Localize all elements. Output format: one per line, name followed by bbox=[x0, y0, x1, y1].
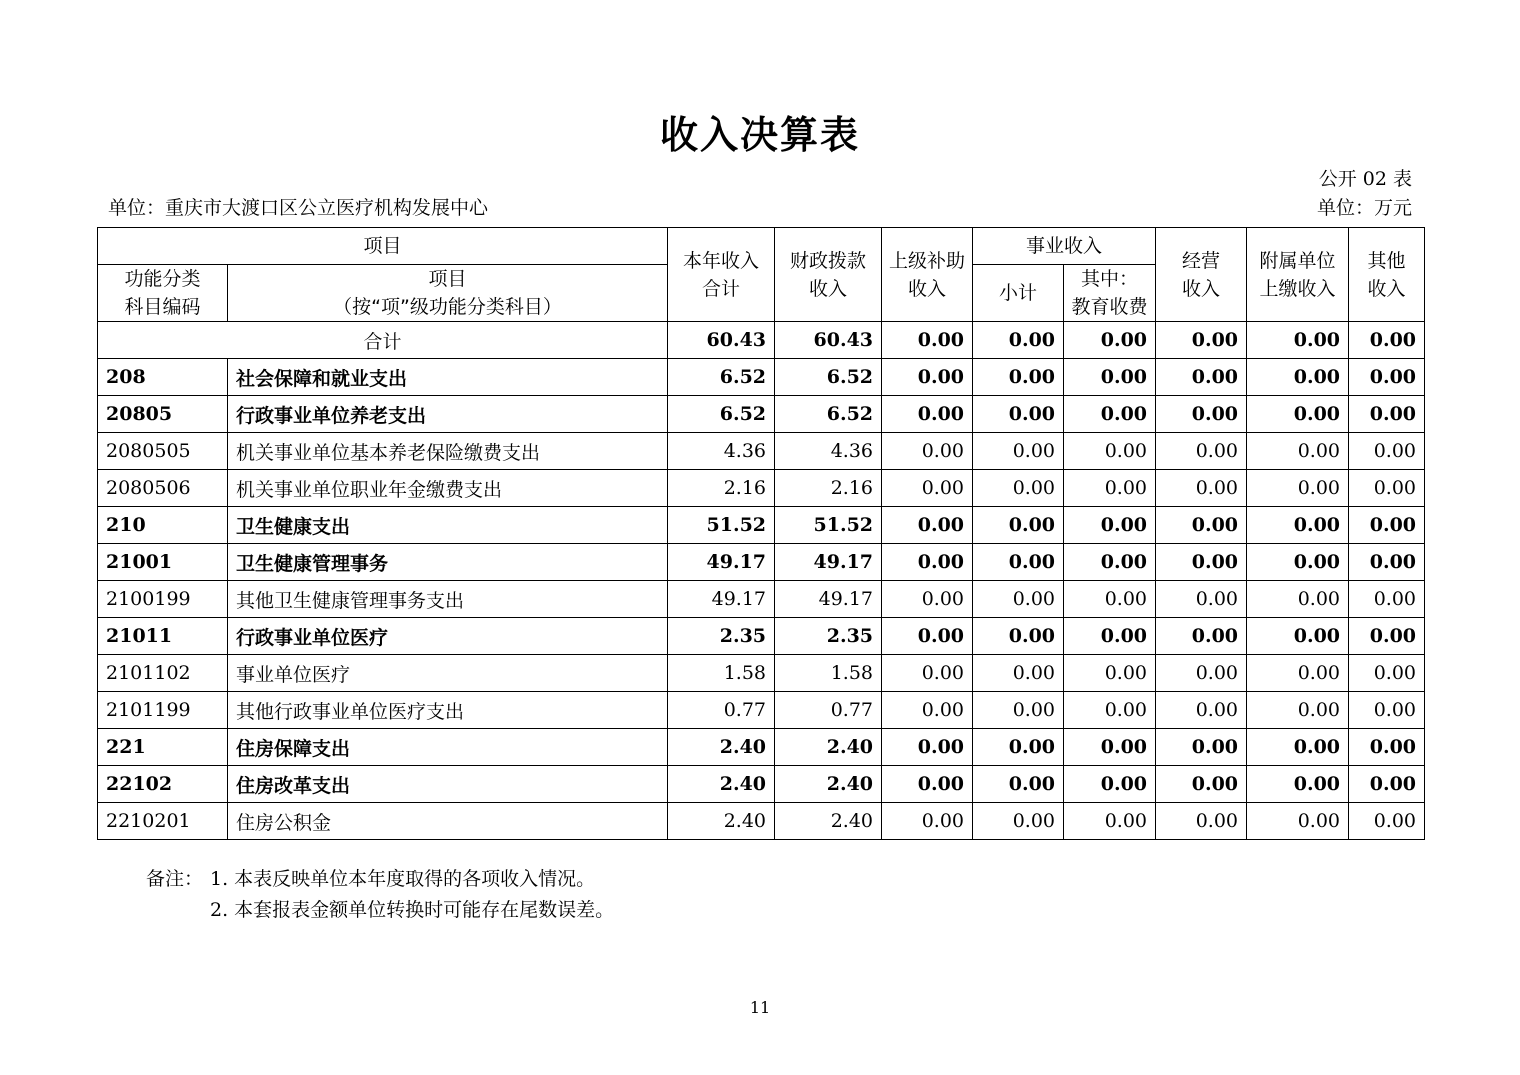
function-code-cell: 21001 bbox=[98, 544, 228, 581]
amount-cell: 0.00 bbox=[1156, 359, 1247, 396]
amount-cell: 0.00 bbox=[973, 507, 1064, 544]
table-row bbox=[98, 803, 1425, 840]
amount-cell: 0.00 bbox=[973, 729, 1064, 766]
amount-cell: 0.00 bbox=[882, 618, 973, 655]
amount-cell: 0.00 bbox=[1247, 396, 1349, 433]
amount-cell: 0.00 bbox=[1247, 618, 1349, 655]
page-title: 收入决算表 bbox=[659, 113, 860, 157]
amount-cell: 0.00 bbox=[1349, 359, 1425, 396]
table-row bbox=[98, 692, 1425, 729]
amount-cell: 0.00 bbox=[1349, 507, 1425, 544]
amount-cell: 0.00 bbox=[1349, 655, 1425, 692]
amount-cell: 0.00 bbox=[1064, 655, 1156, 692]
function-code-cell: 22102 bbox=[98, 766, 228, 803]
amount-cell: 6.52 bbox=[668, 359, 775, 396]
amount-cell: 2.40 bbox=[775, 766, 882, 803]
amount-cell: 0.00 bbox=[1156, 618, 1247, 655]
table-row bbox=[98, 359, 1425, 396]
amount-cell: 0.00 bbox=[1064, 544, 1156, 581]
item-name-cell: 卫生健康支出 bbox=[228, 507, 668, 544]
amount-cell: 0.77 bbox=[775, 692, 882, 729]
amount-cell: 0.00 bbox=[1247, 692, 1349, 729]
note-item: 2. 本套报表金额单位转换时可能存在尾数误差。 bbox=[210, 899, 615, 921]
amount-cell: 0.00 bbox=[973, 544, 1064, 581]
amount-cell: 0.00 bbox=[882, 581, 973, 618]
amount-cell: 0.00 bbox=[1064, 507, 1156, 544]
amount-cell: 0.00 bbox=[1349, 396, 1425, 433]
function-code-cell: 208 bbox=[98, 359, 228, 396]
item-name-cell: 住房公积金 bbox=[228, 803, 668, 840]
amount-cell: 2.40 bbox=[775, 803, 882, 840]
table-row bbox=[98, 507, 1425, 544]
amount-cell: 0.00 bbox=[1349, 729, 1425, 766]
amount-cell: 0.00 bbox=[1156, 655, 1247, 692]
amount-cell: 0.00 bbox=[973, 655, 1064, 692]
total-value: 0.00 bbox=[1247, 322, 1349, 359]
amount-cell: 49.17 bbox=[668, 544, 775, 581]
amount-cell: 0.00 bbox=[882, 803, 973, 840]
header-item: 项目 （按“项”级功能分类科目） bbox=[228, 265, 668, 322]
amount-cell: 0.00 bbox=[973, 803, 1064, 840]
amount-cell: 0.00 bbox=[1064, 359, 1156, 396]
form-number: 公开 02 表 bbox=[1318, 168, 1412, 190]
amount-cell: 0.00 bbox=[1064, 803, 1156, 840]
amount-cell: 0.00 bbox=[973, 581, 1064, 618]
amount-cell: 0.00 bbox=[882, 359, 973, 396]
function-code-cell: 221 bbox=[98, 729, 228, 766]
amount-cell: 0.00 bbox=[882, 692, 973, 729]
item-name-cell: 社会保障和就业支出 bbox=[228, 359, 668, 396]
total-row bbox=[98, 322, 1425, 359]
amount-cell: 4.36 bbox=[668, 433, 775, 470]
amount-cell: 49.17 bbox=[775, 581, 882, 618]
item-name-cell: 住房改革支出 bbox=[228, 766, 668, 803]
header-function-code: 功能分类 科目编码 bbox=[98, 265, 228, 322]
table-row bbox=[98, 766, 1425, 803]
amount-cell: 49.17 bbox=[775, 544, 882, 581]
amount-cell: 6.52 bbox=[775, 396, 882, 433]
amount-cell: 0.00 bbox=[973, 766, 1064, 803]
amount-cell: 0.00 bbox=[1349, 544, 1425, 581]
table-row bbox=[98, 618, 1425, 655]
amount-cell: 0.00 bbox=[1156, 803, 1247, 840]
total-value: 60.43 bbox=[775, 322, 882, 359]
function-code-cell: 2100199 bbox=[98, 581, 228, 618]
function-code-cell: 210 bbox=[98, 507, 228, 544]
amount-cell: 51.52 bbox=[668, 507, 775, 544]
amount-cell: 0.00 bbox=[1247, 507, 1349, 544]
amount-cell: 0.00 bbox=[973, 396, 1064, 433]
amount-cell: 0.00 bbox=[1247, 544, 1349, 581]
amount-cell: 0.00 bbox=[882, 470, 973, 507]
amount-cell: 0.00 bbox=[1247, 766, 1349, 803]
page-number: 11 bbox=[749, 998, 771, 1017]
amount-cell: 0.00 bbox=[1247, 581, 1349, 618]
amount-cell: 0.00 bbox=[882, 544, 973, 581]
header-total-income: 本年收入 合计 bbox=[668, 228, 775, 322]
amount-cell: 1.58 bbox=[668, 655, 775, 692]
header-business-income: 事业收入 bbox=[973, 228, 1156, 265]
amount-cell: 0.00 bbox=[1247, 359, 1349, 396]
amount-cell: 0.00 bbox=[1064, 729, 1156, 766]
amount-cell: 0.00 bbox=[973, 470, 1064, 507]
amount-cell: 0.77 bbox=[668, 692, 775, 729]
amount-cell: 4.36 bbox=[775, 433, 882, 470]
amount-cell: 6.52 bbox=[668, 396, 775, 433]
total-value: 0.00 bbox=[1349, 322, 1425, 359]
amount-cell: 0.00 bbox=[1349, 470, 1425, 507]
item-name-cell: 行政事业单位医疗 bbox=[228, 618, 668, 655]
amount-cell: 2.40 bbox=[775, 729, 882, 766]
total-value: 0.00 bbox=[973, 322, 1064, 359]
amount-cell: 0.00 bbox=[973, 618, 1064, 655]
amount-cell: 0.00 bbox=[1156, 692, 1247, 729]
amount-cell: 49.17 bbox=[668, 581, 775, 618]
amount-cell: 0.00 bbox=[1156, 544, 1247, 581]
amount-cell: 0.00 bbox=[882, 655, 973, 692]
amount-cell: 1.58 bbox=[775, 655, 882, 692]
amount-cell: 0.00 bbox=[1156, 470, 1247, 507]
header-affiliated-income: 附属单位 上缴收入 bbox=[1247, 228, 1349, 322]
amount-cell: 0.00 bbox=[882, 507, 973, 544]
amount-cell: 0.00 bbox=[1247, 470, 1349, 507]
header-project: 项目 bbox=[98, 228, 668, 265]
amount-cell: 0.00 bbox=[973, 433, 1064, 470]
total-value: 0.00 bbox=[1064, 322, 1156, 359]
header-superior-subsidy: 上级补助 收入 bbox=[882, 228, 973, 322]
amount-cell: 0.00 bbox=[1156, 396, 1247, 433]
amount-cell: 0.00 bbox=[1064, 581, 1156, 618]
table-row bbox=[98, 470, 1425, 507]
amount-cell: 0.00 bbox=[1064, 433, 1156, 470]
table-row bbox=[98, 544, 1425, 581]
amount-cell: 0.00 bbox=[1349, 618, 1425, 655]
amount-cell: 51.52 bbox=[775, 507, 882, 544]
amount-cell: 0.00 bbox=[1156, 433, 1247, 470]
amount-cell: 0.00 bbox=[973, 359, 1064, 396]
income-table bbox=[97, 227, 1425, 840]
amount-cell: 0.00 bbox=[1349, 581, 1425, 618]
item-name-cell: 行政事业单位养老支出 bbox=[228, 396, 668, 433]
amount-cell: 0.00 bbox=[1064, 470, 1156, 507]
amount-cell: 0.00 bbox=[882, 766, 973, 803]
amount-cell: 0.00 bbox=[973, 692, 1064, 729]
notes bbox=[146, 864, 614, 926]
amount-cell: 2.35 bbox=[668, 618, 775, 655]
item-name-cell: 其他行政事业单位医疗支出 bbox=[228, 692, 668, 729]
note-item: 1. 本表反映单位本年度取得的各项收入情况。 bbox=[210, 868, 596, 890]
amount-cell: 0.00 bbox=[882, 729, 973, 766]
header-operating-income: 经营 收入 bbox=[1156, 228, 1247, 322]
amount-cell: 0.00 bbox=[882, 396, 973, 433]
amount-cell: 2.16 bbox=[775, 470, 882, 507]
function-code-cell: 2080505 bbox=[98, 433, 228, 470]
amount-cell: 0.00 bbox=[1064, 692, 1156, 729]
item-name-cell: 住房保障支出 bbox=[228, 729, 668, 766]
function-code-cell: 2210201 bbox=[98, 803, 228, 840]
function-code-cell: 21011 bbox=[98, 618, 228, 655]
total-value: 0.00 bbox=[1156, 322, 1247, 359]
amount-cell: 0.00 bbox=[1247, 433, 1349, 470]
reporting-unit: 单位：重庆市大渡口区公立医疗机构发展中心 bbox=[108, 197, 489, 219]
header-education-fee: 其中： 教育收费 bbox=[1064, 265, 1156, 322]
amount-cell: 0.00 bbox=[1064, 396, 1156, 433]
amount-cell: 0.00 bbox=[1349, 433, 1425, 470]
amount-cell: 0.00 bbox=[1349, 692, 1425, 729]
header-fiscal-income: 财政拨款 收入 bbox=[775, 228, 882, 322]
amount-cell: 0.00 bbox=[1247, 655, 1349, 692]
amount-cell: 0.00 bbox=[1247, 803, 1349, 840]
amount-cell: 0.00 bbox=[882, 433, 973, 470]
item-name-cell: 卫生健康管理事务 bbox=[228, 544, 668, 581]
total-value: 60.43 bbox=[668, 322, 775, 359]
function-code-cell: 2080506 bbox=[98, 470, 228, 507]
table-row bbox=[98, 729, 1425, 766]
amount-cell: 0.00 bbox=[1156, 729, 1247, 766]
total-value: 0.00 bbox=[882, 322, 973, 359]
amount-cell: 0.00 bbox=[1064, 766, 1156, 803]
function-code-cell: 20805 bbox=[98, 396, 228, 433]
table-row bbox=[98, 655, 1425, 692]
currency-unit: 单位：万元 bbox=[1316, 197, 1412, 219]
amount-cell: 2.16 bbox=[668, 470, 775, 507]
header-other-income: 其他 收入 bbox=[1349, 228, 1425, 322]
amount-cell: 2.40 bbox=[668, 729, 775, 766]
table-row bbox=[98, 396, 1425, 433]
amount-cell: 0.00 bbox=[1156, 581, 1247, 618]
amount-cell: 6.52 bbox=[775, 359, 882, 396]
amount-cell: 0.00 bbox=[1349, 803, 1425, 840]
table-row bbox=[98, 581, 1425, 618]
notes-label: 备注： bbox=[146, 868, 204, 890]
item-name-cell: 机关事业单位基本养老保险缴费支出 bbox=[228, 433, 668, 470]
amount-cell: 0.00 bbox=[1156, 766, 1247, 803]
function-code-cell: 2101102 bbox=[98, 655, 228, 692]
amount-cell: 0.00 bbox=[1064, 618, 1156, 655]
table-row bbox=[98, 433, 1425, 470]
function-code-cell: 2101199 bbox=[98, 692, 228, 729]
item-name-cell: 事业单位医疗 bbox=[228, 655, 668, 692]
item-name-cell: 其他卫生健康管理事务支出 bbox=[228, 581, 668, 618]
amount-cell: 0.00 bbox=[1156, 507, 1247, 544]
total-label: 合计 bbox=[98, 322, 668, 359]
amount-cell: 0.00 bbox=[1247, 729, 1349, 766]
amount-cell: 2.35 bbox=[775, 618, 882, 655]
amount-cell: 0.00 bbox=[1349, 766, 1425, 803]
header-subtotal: 小计 bbox=[973, 265, 1064, 322]
amount-cell: 2.40 bbox=[668, 803, 775, 840]
amount-cell: 2.40 bbox=[668, 766, 775, 803]
item-name-cell: 机关事业单位职业年金缴费支出 bbox=[228, 470, 668, 507]
